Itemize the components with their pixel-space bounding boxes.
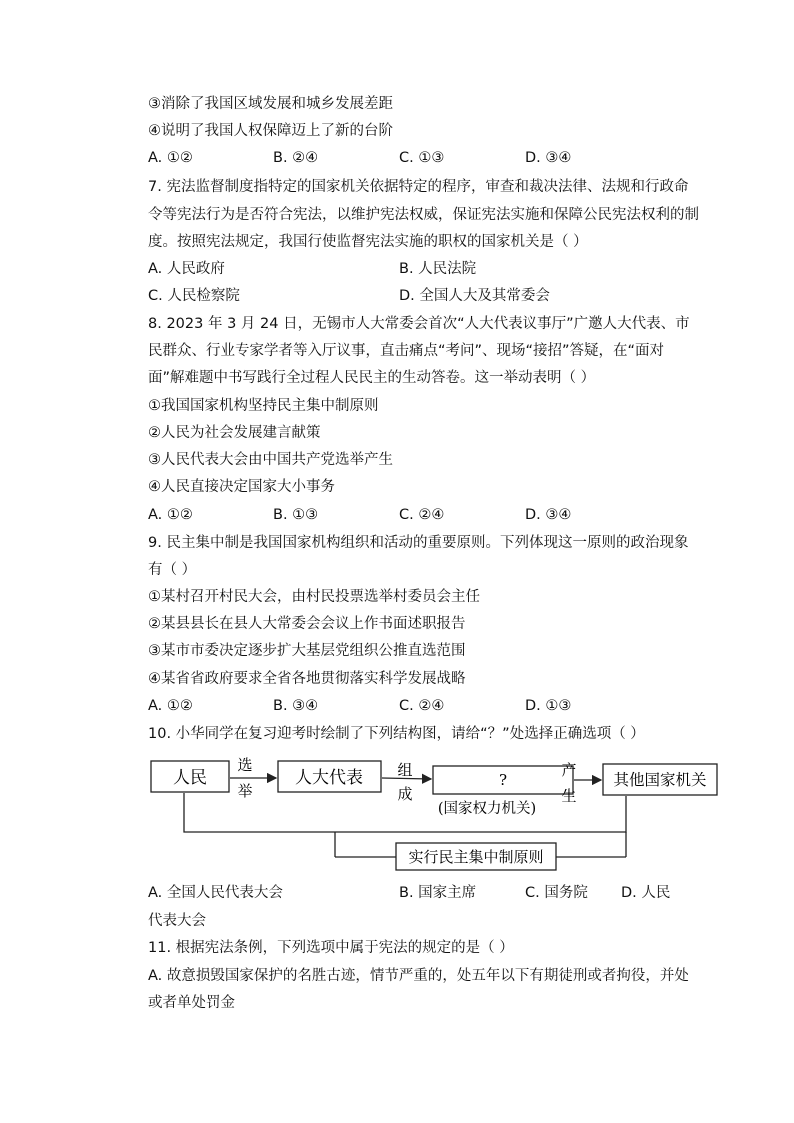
q8-item-4: ④人民直接决定国家大小事务 xyxy=(148,479,335,495)
q9-option-d[interactable]: D. ①③ xyxy=(525,698,572,714)
q9-stem-line-2: 有（ ） xyxy=(148,562,197,578)
q8-item-2: ②人民为社会发展建言献策 xyxy=(148,425,321,441)
q8-option-b[interactable]: B. ①③ xyxy=(273,507,319,523)
q10-option-a[interactable]: A. 全国人民代表大会 xyxy=(148,885,283,901)
q8-item-1: ①我国国家机构坚持民主集中制原则 xyxy=(148,398,379,414)
q8-item-3: ③人民代表大会由中国共产党选举产生 xyxy=(148,452,393,468)
question-mark: ? xyxy=(498,771,508,789)
q10-option-d[interactable]: D. 人民 xyxy=(621,885,671,901)
q10-stem: 10. 小华同学在复习迎考时绘制了下列结构图，请给“？”处选择正确选项（ ） xyxy=(148,726,645,742)
q7-stem-line-2: 令等宪法行为是否符合宪法，以维护宪法权威，保证宪法实施和保障公民宪法权利的制 xyxy=(148,207,699,223)
q8-option-d[interactable]: D. ③④ xyxy=(525,507,572,523)
q9-option-a[interactable]: A. ①② xyxy=(148,698,193,714)
q9-item-4: ④某省省政府要求全省各地贯彻落实科学发展战略 xyxy=(148,671,466,687)
q8-option-c[interactable]: C. ②④ xyxy=(399,507,445,523)
npc-deputies-label: 人大代表 xyxy=(295,768,363,788)
q6-item-3: ③消除了我国区域发展和城乡发展差距 xyxy=(148,96,393,112)
principle-label: 实行民主集中制原则 xyxy=(408,848,544,866)
produce-label-1: 产 xyxy=(561,761,577,779)
q10-option-d-wrap: 代表大会 xyxy=(148,913,206,929)
form-label-1: 组 xyxy=(397,761,413,779)
q11-option-a-line-2: 或者单处罚金 xyxy=(148,995,235,1011)
q9-option-b[interactable]: B. ③④ xyxy=(273,698,319,714)
q10-option-c[interactable]: C. 国务院 xyxy=(525,885,588,901)
q8-stem-line-1: 8. 2023 年 3 月 24 日，无锡市人大常委会首次“人大代表议事厅”广邀人大代表、市 xyxy=(148,316,690,332)
q7-option-d[interactable]: D. 全国人大及其常委会 xyxy=(399,288,550,304)
produce-label-2: 生 xyxy=(561,787,577,805)
elect-label-2: 举 xyxy=(237,782,253,800)
other-organs-label: 其他国家机关 xyxy=(613,771,707,789)
q9-item-2: ②某县县长在县人大常委会会议上作书面述职报告 xyxy=(148,616,466,632)
q6-option-c[interactable]: C. ①③ xyxy=(399,150,445,166)
q7-stem-line-1: 7. 宪法监督制度指特定的国家机关依据特定的程序，审查和裁决法律、法规和行政命 xyxy=(148,179,689,195)
q11-stem: 11. 根据宪法条例，下列选项中属于宪法的规定的是（ ） xyxy=(148,940,514,956)
elect-label-1: 选 xyxy=(237,756,253,774)
q7-option-b[interactable]: B. 人民法院 xyxy=(399,261,477,277)
structure-diagram xyxy=(148,752,728,872)
q8-stem-line-2: 民群众、行业专家学者等入厅议事，直击痛点“考问”、现场“接招”答疑，在“面对 xyxy=(148,343,665,359)
form-label-2: 成 xyxy=(397,785,413,803)
q7-option-c[interactable]: C. 人民检察院 xyxy=(148,288,240,304)
q11-option-a-line-1[interactable]: A. 故意损毁国家保护的名胜古迹，情节严重的，处五年以下有期徒刑或者拘役，并处 xyxy=(148,968,689,984)
q6-item-4: ④说明了我国人权保障迈上了新的台阶 xyxy=(148,123,393,139)
q8-option-a[interactable]: A. ①② xyxy=(148,507,193,523)
q6-option-d[interactable]: D. ③④ xyxy=(525,150,572,166)
people-label: 人民 xyxy=(173,768,207,788)
q9-item-1: ①某村召开村民大会，由村民投票选举村委员会主任 xyxy=(148,589,480,605)
q10-option-b[interactable]: B. 国家主席 xyxy=(399,885,477,901)
q9-stem-line-1: 9. 民主集中制是我国国家机构组织和活动的重要原则。下列体现这一原则的政治现象 xyxy=(148,535,689,551)
q7-option-a[interactable]: A. 人民政府 xyxy=(148,261,225,277)
question-caption: (国家权力机关) xyxy=(437,801,537,817)
q9-option-c[interactable]: C. ②④ xyxy=(399,698,445,714)
q6-option-a[interactable]: A. ①② xyxy=(148,150,193,166)
q9-item-3: ③某市市委决定逐步扩大基层党组织公推直选范围 xyxy=(148,643,466,659)
q8-stem-line-3: 面”解难题中书写践行全过程人民民主的生动答卷。这一举动表明（ ） xyxy=(148,370,596,386)
q7-stem-line-3: 度。按照宪法规定，我国行使监督宪法实施的职权的国家机关是（ ） xyxy=(148,234,588,250)
q6-option-b[interactable]: B. ②④ xyxy=(273,150,319,166)
